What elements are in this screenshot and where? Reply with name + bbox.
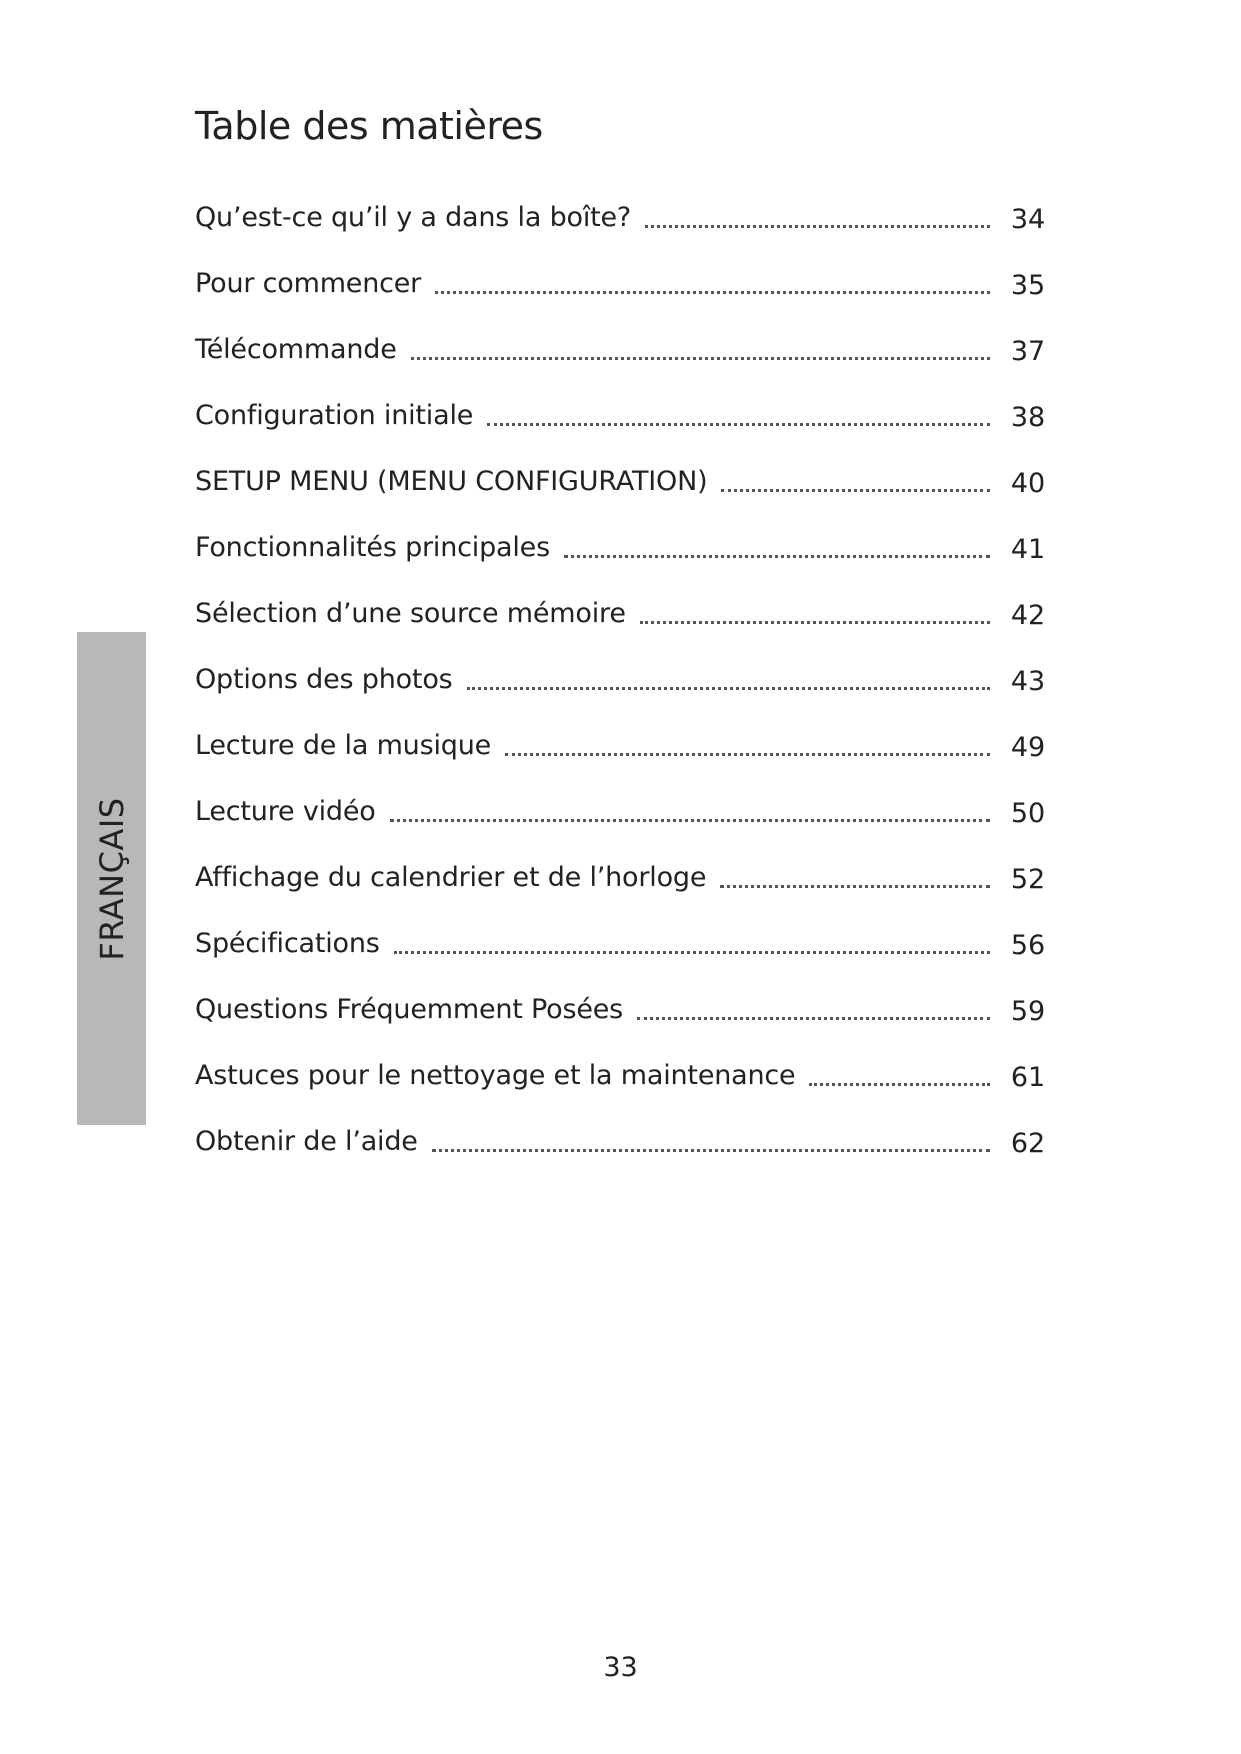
page-title: Table des matières (195, 104, 543, 148)
toc-entry[interactable] (195, 502, 1050, 568)
toc-entry-label: Configuration initiale (195, 400, 474, 431)
toc-entry-page: 61 (1010, 1062, 1046, 1093)
toc-entry-label: Affichage du calendrier et de l’horloge (195, 862, 707, 893)
toc-entry-label: SETUP MENU (MENU CONFIGURATION) (195, 466, 708, 497)
toc-entry-label: Lecture de la musique (195, 730, 492, 761)
dot-leader (809, 1083, 990, 1086)
toc-entry[interactable] (195, 1096, 1050, 1162)
dot-leader (645, 225, 990, 228)
toc-entry-page: 43 (1010, 666, 1046, 697)
dot-leader (390, 819, 990, 822)
toc-entry[interactable] (195, 700, 1050, 766)
toc-entry[interactable] (195, 766, 1050, 832)
table-of-contents (195, 172, 1050, 1162)
dot-leader (411, 357, 990, 360)
dot-leader (435, 291, 990, 294)
toc-entry[interactable] (195, 436, 1050, 502)
dot-leader (564, 555, 990, 558)
toc-entry-label: Obtenir de l’aide (195, 1126, 418, 1157)
dot-leader (467, 687, 990, 690)
toc-entry[interactable] (195, 172, 1050, 238)
toc-entry-label: Astuces pour le nettoyage et la maintenance (195, 1060, 796, 1091)
toc-entry-page: 59 (1010, 996, 1046, 1027)
dot-leader (505, 753, 990, 756)
toc-entry-page: 50 (1010, 798, 1046, 829)
toc-entry-page: 56 (1010, 930, 1046, 961)
toc-entry-label: Lecture vidéo (195, 796, 376, 827)
toc-entry[interactable] (195, 634, 1050, 700)
toc-entry[interactable] (195, 964, 1050, 1030)
dot-leader (637, 1017, 990, 1020)
dot-leader (721, 489, 990, 492)
toc-entry-page: 37 (1010, 336, 1046, 367)
toc-entry-label: Options des photos (195, 664, 453, 695)
toc-entry-page: 52 (1010, 864, 1046, 895)
toc-entry-page: 49 (1010, 732, 1046, 763)
toc-entry[interactable] (195, 238, 1050, 304)
dot-leader (394, 951, 990, 954)
toc-entry[interactable] (195, 898, 1050, 964)
toc-entry-label: Fonctionnalités principales (195, 532, 550, 563)
dot-leader (432, 1149, 990, 1152)
toc-entry-label: Qu’est-ce qu’il y a dans la boîte? (195, 202, 632, 233)
toc-entry[interactable] (195, 568, 1050, 634)
toc-entry-label: Télécommande (195, 334, 397, 365)
language-tab (77, 632, 146, 1125)
toc-entry[interactable] (195, 370, 1050, 436)
toc-entry-page: 35 (1010, 270, 1046, 301)
toc-entry-page: 34 (1010, 204, 1046, 235)
toc-entry-label: Sélection d’une source mémoire (195, 598, 626, 629)
toc-entry[interactable] (195, 304, 1050, 370)
dot-leader (720, 885, 990, 888)
toc-entry-page: 42 (1010, 600, 1046, 631)
page-number: 33 (603, 1652, 638, 1683)
toc-entry-page: 62 (1010, 1128, 1046, 1159)
toc-entry-label: Spécifications (195, 928, 380, 959)
toc-entry-page: 41 (1010, 534, 1046, 565)
toc-entry[interactable] (195, 832, 1050, 898)
toc-entry[interactable] (195, 1030, 1050, 1096)
toc-entry-page: 38 (1010, 402, 1046, 433)
dot-leader (640, 621, 990, 624)
dot-leader (487, 423, 990, 426)
toc-entry-label: Pour commencer (195, 268, 422, 299)
language-tab-label: FRANÇAIS (92, 797, 131, 961)
toc-entry-label: Questions Fréquemment Posées (195, 994, 624, 1025)
toc-entry-page: 40 (1010, 468, 1046, 499)
